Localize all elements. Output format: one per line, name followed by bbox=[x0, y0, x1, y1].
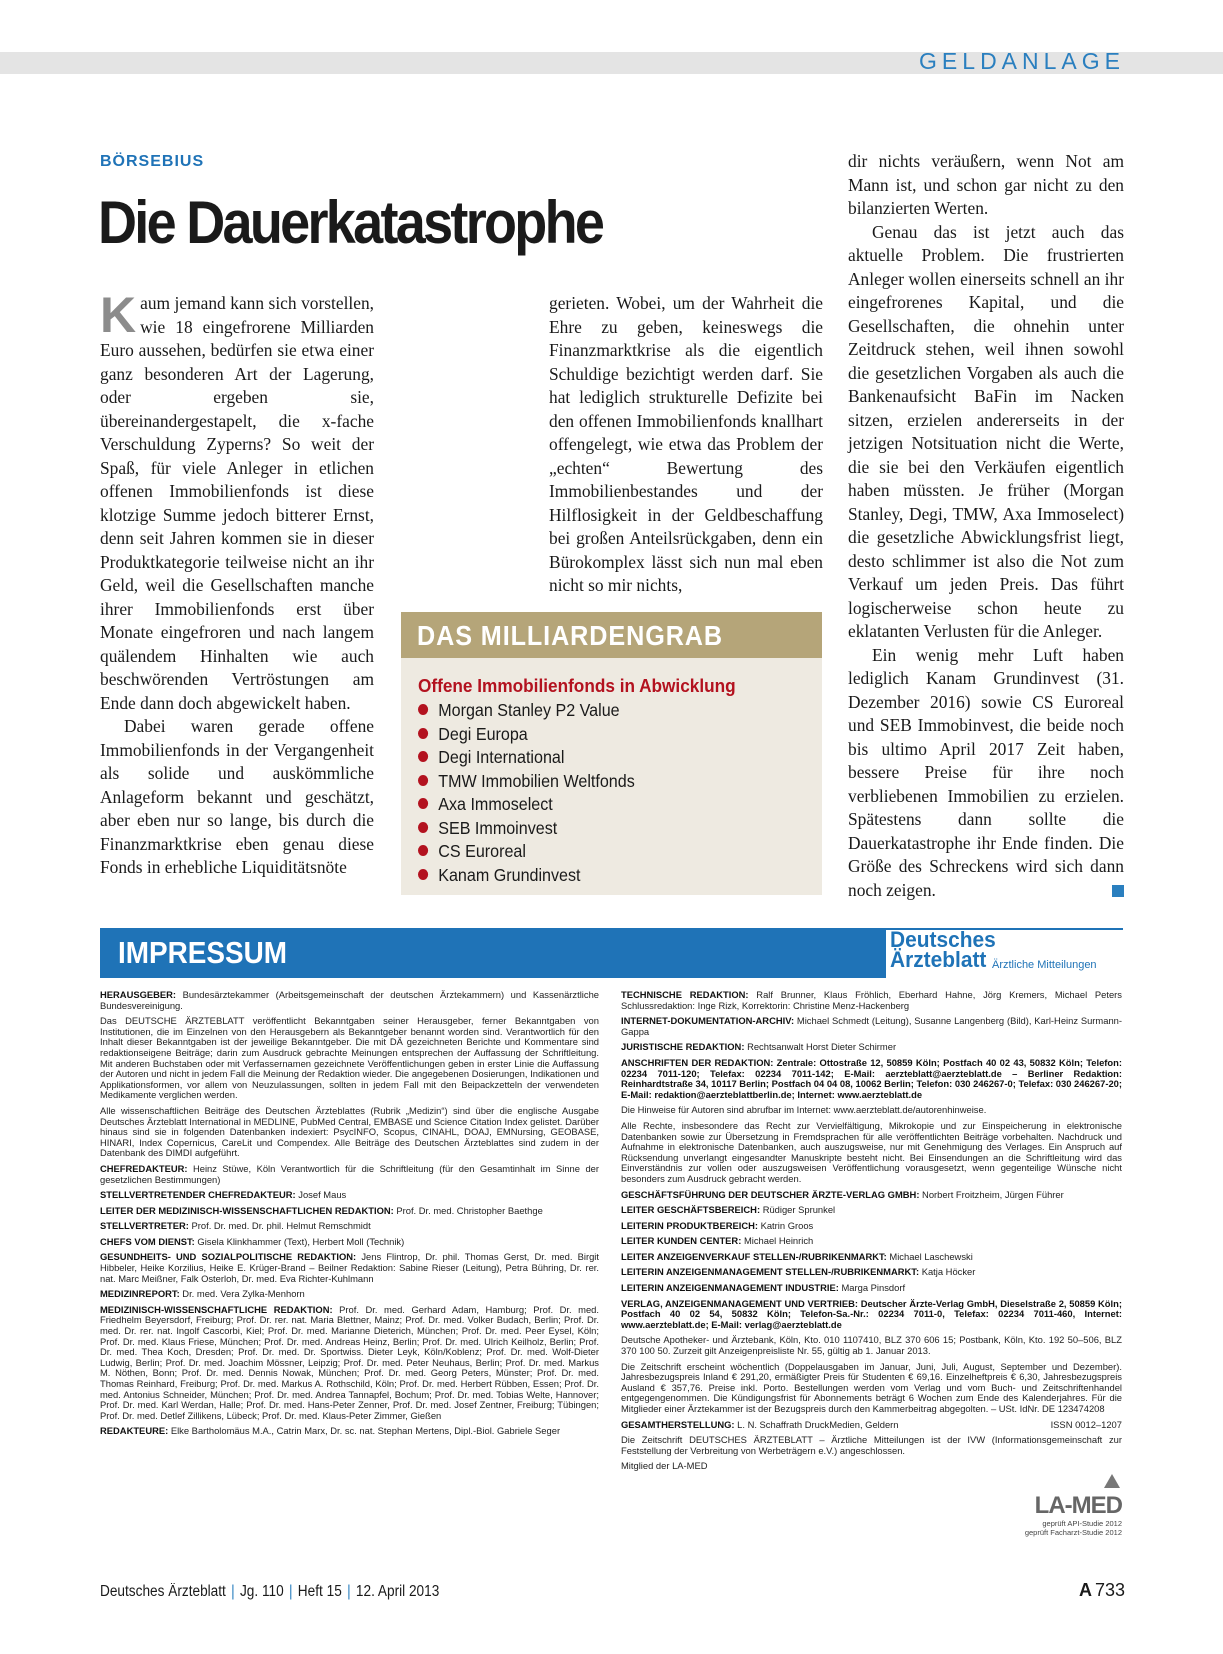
lamed-note: geprüft Facharzt-Studie 2012 bbox=[1024, 1527, 1122, 1537]
footer-separator: | bbox=[231, 1583, 235, 1600]
impressum-entry bbox=[621, 1221, 1122, 1232]
list-item: CS Euroreal bbox=[418, 840, 790, 864]
impressum-entry bbox=[621, 1236, 1122, 1247]
impressum-entry bbox=[621, 1252, 1122, 1263]
impressum-label: ANSCHRIFTEN DER REDAKTION: Zentrale: Ottostraße 12, 50859 Köln; Postfach 40 02 43, 50832 Köln; Telefon: 02234 7011-120; Telefax: 02234 7011-142; E-Mail: aerzteblatt@aerzteblatt.de – Berliner Redaktion: Reinhardtstraße 34, 10117 Berlin; Postfach 04 04 08, 10062 Berlin; Telefon: 030 246267-0; Telefax: 030 246267-20; E-Mail: redaktion@aerzteblattberlin.de; Internet: www.aerzteblatt.de bbox=[621, 1056, 1122, 1100]
impressum-text: Marga Pinsdorf bbox=[841, 1282, 906, 1294]
footer-volume: Jg. 110 bbox=[239, 1583, 284, 1600]
impressum-entry bbox=[100, 990, 599, 1011]
impressum-text: Rüdiger Sprunkel bbox=[762, 1204, 836, 1216]
impressum-label: LEITER GESCHÄFTSBEREICH: bbox=[621, 1204, 761, 1216]
list-item: Axa Immoselect bbox=[418, 793, 790, 817]
footer-separator: | bbox=[288, 1583, 293, 1600]
impressum-entry bbox=[100, 1289, 599, 1300]
info-box-subtitle: Offene Immobilienfonds in Abwicklung bbox=[418, 675, 736, 696]
bullet-icon bbox=[418, 751, 428, 762]
impressum-entry bbox=[621, 1205, 1122, 1216]
impressum-text: Deutsche Apotheker- und Ärztebank, Köln, Kto. 010 1107410, BLZ 370 606 15; Postbank, Köln, Kto. 192 50–506, BLZ 370 100 50. Zurzeit gilt Anzeigenpreisliste Nr. 55, gültig ab 1. Januar 2013. bbox=[621, 1334, 1122, 1357]
footer-date: 12. April 2013 bbox=[355, 1583, 440, 1600]
impressum-text: Dr. med. Vera Zylka-Menhorn bbox=[182, 1288, 305, 1300]
impressum-entry bbox=[100, 1206, 599, 1217]
impressum-entry bbox=[621, 1058, 1122, 1100]
impressum-text: Michael Laschewski bbox=[889, 1250, 973, 1262]
impressum-entry bbox=[621, 1105, 1122, 1116]
list-item: Morgan Stanley P2 Value bbox=[418, 699, 790, 723]
dropcap: K bbox=[100, 287, 137, 343]
logo-line-3: Ärztliche Mitteilungen bbox=[992, 959, 1097, 971]
impressum-entry bbox=[621, 1299, 1122, 1331]
impressum-text: Katrin Groos bbox=[760, 1219, 814, 1231]
bullet-icon bbox=[418, 728, 428, 739]
end-mark-icon bbox=[1112, 885, 1124, 897]
warning-triangle-icon bbox=[1104, 1474, 1120, 1488]
article-paragraph: Dabei waren gerade offene Immobilienfonds in der Vergangenheit als solide und auskömmliche Anlageform bekannt und geschätzt, aber eben nur so lange, bis durch die Finanzmarktkrise eben genau diese Fonds in erhebliche Liquiditätsnöte bbox=[100, 716, 374, 877]
bullet-icon bbox=[418, 822, 428, 833]
journal-logo bbox=[882, 927, 1123, 978]
impressum-label: JURISTISCHE REDAKTION: bbox=[621, 1041, 745, 1053]
impressum-label: VERLAG, ANZEIGENMANAGEMENT UND VERTRIEB: Deutscher Ärzte-Verlag GmbH, Dieselstraße 2, 50859 Köln; Postfach 40 02 54, 50832 Köln; Telefon-Sa.-Nr.: 02234 7011-0, Telefax: 02234 7011-460, Internet: www.aerzteblatt.de; E-Mail: verlag@aerzteblatt.de bbox=[621, 1297, 1122, 1330]
impressum-text: Gisela Klinkhammer (Text), Herbert Moll (Technik) bbox=[197, 1235, 405, 1247]
section-label: GELDANLAGE bbox=[919, 48, 1125, 74]
impressum-entry bbox=[621, 1121, 1122, 1185]
headline: Die Dauerkatastrophe bbox=[98, 189, 603, 256]
impressum-entry bbox=[621, 1362, 1122, 1415]
footer-journal: Deutsches Ärzteblatt bbox=[100, 1583, 226, 1600]
impressum-label: HERAUSGEBER: bbox=[100, 989, 177, 1000]
impressum-label: GESAMTHERSTELLUNG: bbox=[621, 1418, 735, 1430]
page-prefix: A bbox=[1078, 1580, 1092, 1600]
impressum-text: Norbert Froitzheim, Jürgen Führer bbox=[922, 1188, 1064, 1200]
impressum-label: MEDIZINREPORT: bbox=[100, 1288, 180, 1300]
impressum-entry bbox=[621, 990, 1122, 1011]
impressum-text: Die Zeitschrift erscheint wöchentlich (Doppelausgaben im Januar, Juni, Juli, August, September und Dezember). Jahresbezugspreis Inland € 291,20, ermäßigter Preis für Studenten € 69,16. Einzelheftpreis € 6,30, Jahresbezugspreis Ausland € 357,76. Preise inkl. Porto. Bestellungen werden vom Verlag und vom Buch- und Zeitschriftenhandel entgegengenommen. Die Kündigungsfrist für Abonnements beträgt 6 Wochen zum Ende des Kalenderjahres. Für die Mitglieder einer Ärztekammer ist der Bezugspreis durch den Kammerbeitrag abgegolten. – USt. IdNr. DE 123474208 bbox=[621, 1360, 1122, 1414]
impressum-label: LEITER DER MEDIZINISCH-WISSENSCHAFTLICHEN REDAKTION: bbox=[100, 1204, 394, 1216]
lamed-logo: LA-MED bbox=[1034, 1492, 1122, 1519]
lamed-badge bbox=[1010, 1492, 1122, 1537]
impressum-text: Rechtsanwalt Horst Dieter Schirmer bbox=[747, 1041, 897, 1053]
impressum-entry bbox=[621, 1267, 1122, 1278]
impressum-label: STELLVERTRETENDER CHEFREDAKTEUR: bbox=[100, 1189, 296, 1201]
impressum-label: LEITER KUNDEN CENTER: bbox=[621, 1235, 742, 1247]
page-footer bbox=[100, 1583, 439, 1601]
article-column-2 bbox=[549, 292, 823, 598]
impressum-header bbox=[100, 928, 1123, 978]
impressum-text: Prof. Dr. med. Christopher Baethge bbox=[396, 1204, 543, 1216]
bullet-icon bbox=[418, 845, 428, 856]
impressum-column-1 bbox=[100, 990, 599, 1442]
impressum-label: GESCHÄFTSFÜHRUNG DER DEUTSCHER ÄRZTE-VERLAG GMBH: bbox=[621, 1188, 920, 1200]
impressum-text: Alle wissenschaftlichen Beiträge des Deutschen Ärzteblattes (Rubrik „Medizin“) sind über die englische Ausgabe Deutsches Ärzteblatt International in MEDLINE, PubMed Central, EMBASE und Science Citation Index gelistet. Darüber hinaus sind sie in folgenden Datenbanken indexiert: PsycINFO, Scopus, CINAHL, DOAJ, EMNursing, GEOBASE, HINARI, Index Copernicus, CareLit und Compendex. Alle Beiträge des Deutschen Ärzteblattes sind zudem in der Datenbank des DIMDI aufgeführt. bbox=[100, 1104, 599, 1159]
info-box-header bbox=[401, 612, 822, 658]
impressum-entry bbox=[621, 1190, 1122, 1201]
impressum-label: MEDIZINISCH-WISSENSCHAFTLICHE REDAKTION: bbox=[100, 1303, 333, 1315]
impressum-entry bbox=[100, 1305, 599, 1422]
bullet-icon bbox=[418, 775, 428, 786]
page-number: A 733 bbox=[1078, 1580, 1125, 1600]
impressum-entry bbox=[100, 1164, 599, 1185]
article-column-3 bbox=[848, 150, 1124, 902]
bullet-icon bbox=[418, 869, 428, 880]
impressum-text: Katja Höcker bbox=[921, 1266, 976, 1278]
impressum-entry bbox=[100, 1106, 599, 1159]
impressum-text: Alle Rechte, insbesondere das Recht zur Vervielfältigung, Mikrokopie und zur Einspeicherung in elektronische Datenbanken sowie zur Übersetzung in Fremdsprachen für alle veröffentlichten Beiträge vorbehalten. Nachdruck und Aufnahme in elektronische Datenbanken, auch auszugsweise, nur mit Genehmigung des Verlages. Ein Anspruch auf Rücksendung unverlangt eingesandter Manuskripte besteht nicht. Bei Einsendungen an die Schriftleitung wird das Einverständnis zur vollen oder auszugsweisen Veröffentlichung vorausgesetzt, wenn gegenteilige Wünsche nicht besonders zum Ausdruck gebracht werden. bbox=[621, 1119, 1122, 1184]
bullet-icon bbox=[418, 798, 428, 809]
impressum-label: LEITERIN ANZEIGENMANAGEMENT STELLEN-/RUBRIKENMARKT: bbox=[621, 1266, 920, 1278]
impressum-label: INTERNET-DOKUMENTATION-ARCHIV: bbox=[621, 1015, 795, 1027]
impressum-text: L. N. Schaffrath DruckMedien, Geldern bbox=[737, 1418, 899, 1430]
impressum-label: TECHNISCHE REDAKTION: bbox=[621, 989, 749, 1000]
rubric: BÖRSEBIUS bbox=[100, 153, 205, 170]
info-box bbox=[401, 612, 822, 895]
impressum-entry bbox=[100, 1426, 599, 1437]
impressum-label: LEITERIN ANZEIGENMANAGEMENT INDUSTRIE: bbox=[621, 1282, 839, 1294]
impressum-text: Ralf Brunner, Klaus Fröhlich, Eberhard Hahne, Jörg Kremers, Michael Peters Schlussredaktion: Inge Rizk, Korrektorin: Christine Menz-Hackenberg bbox=[621, 989, 1122, 1011]
bullet-icon bbox=[418, 704, 428, 715]
list-item: TMW Immobilien Weltfonds bbox=[418, 770, 790, 794]
impressum-entry bbox=[100, 1252, 599, 1284]
impressum-entry bbox=[100, 1016, 599, 1101]
logo-line-1: Deutsches bbox=[890, 927, 996, 952]
article-column-1 bbox=[100, 287, 374, 880]
article-paragraph: aum jemand kann sich vorstellen, wie 18 eingefrorene Milliarden Euro aussehen, bedürfen sie etwa einer ganz besonderen Art der Lagerung, oder ergeben sie, übereinandergestapelt, die x-fache Verschuldung Zyperns? So weit der Spaß, für viele Anleger in etlichen offenen Immobilienfonds ist diese klotzige Summe jedoch bitterer Ernst, denn seit Jahren kommen sie in dieser Produktkategorie teilweise nicht an ihr Geld, weil die Gesellschaften manche ihrer Immobilienfonds erst über Monate eingefroren und nach langem quälendem Hinhalten wie auch beschwörenden Vertröstungen am Ende dann doch abgewickelt haben. bbox=[100, 293, 374, 713]
logo-line-2: Ärzteblatt bbox=[890, 947, 987, 972]
impressum-column-2 bbox=[621, 990, 1122, 1477]
impressum-label: CHEFS VOM DIENST: bbox=[100, 1235, 195, 1247]
impressum-text: Prof. Dr. med. Dr. phil. Helmut Remschmidt bbox=[191, 1220, 371, 1232]
impressum-text: Elke Bartholomäus M.A., Catrin Marx, Dr. sc. nat. Stephan Mertens, Dipl.-Biol. Gabriele Seger bbox=[170, 1425, 561, 1437]
list-item: SEB Immoinvest bbox=[418, 817, 790, 841]
impressum-entry bbox=[621, 1435, 1122, 1456]
info-box-title: DAS MILLIARDENGRAB bbox=[417, 620, 723, 651]
issn: ISSN 0012–1207 bbox=[1050, 1418, 1122, 1430]
lamed-note: geprüft API-Studie 2012 bbox=[1042, 1519, 1122, 1528]
impressum-label: LEITER ANZEIGENVERKAUF STELLEN-/RUBRIKENMARKT: bbox=[621, 1250, 887, 1262]
fund-list bbox=[418, 699, 822, 887]
impressum-entry bbox=[621, 1335, 1122, 1356]
article-paragraph: Genau das ist jetzt auch das aktuelle Problem. Die frustrierten Anleger wollen einerseits schnell an ihr eingefrorenes Kapital, und die Gesellschaften, die ohnehin unter Zeitdruck stehen, weil ihnen sowohl die gesetzlichen Vorgaben als auch die Bankenaufsicht BaFin im Nacken sitzen, erzielen andererseits in der jetzigen Notsituation nicht die Werte, die sie bei den Verkäufen eigentlich haben müssten. Je früher (Morgan Stanley, Degi, TMW, Axa Immoselect) die gesetzliche Abwicklungsfrist liegt, desto schlimmer ist also die Not zum Verkauf um jeden Preis. Das führt logischerweise schon heute zu eklatanten Verlusten für die Anleger. bbox=[848, 221, 1124, 641]
impressum-label: REDAKTEURE: bbox=[100, 1425, 169, 1437]
impressum-label: STELLVERTRETER: bbox=[100, 1220, 189, 1232]
impressum-text: Mitglied der LA-MED bbox=[621, 1460, 708, 1472]
impressum-text: Heinz Stüwe, Köln Verantwortlich für die Schriftleitung (für den Gesamtinhalt im Sinne der gesetzlichen Bestimmungen) bbox=[100, 1162, 599, 1185]
impressum-entry bbox=[621, 1283, 1122, 1294]
impressum-text: Jens Flintrop, Dr. phil. Thomas Gerst, Dr. med. Birgit Hibbeler, Heike Korzilius, Heike E. Krüger-Brand – Beilner Redaktion: Sabine Rieser (Leitung), Petra Bühring, Dr. rer. nat. Marc Meißner, Falk Osterloh, Dr. med. Eva Richter-Kuhlmann bbox=[100, 1251, 599, 1284]
impressum-title: IMPRESSUM bbox=[118, 935, 287, 970]
article-paragraph: Ein wenig mehr Luft haben lediglich Kanam Grundinvest (31. Dezember 2016) sowie CS Euroreal und SEB Immobinvest, die beide noch bis ultimo April 2017 Zeit haben, bessere Preise für ihre noch verbliebenen Immobilien zu erzielen. Spätestens dann sollte die Dauerkatastrophe ihr Ende finden. Die Größe des Schreckens wird sich dann noch zeigen. bbox=[848, 644, 1124, 900]
impressum-text: Prof. Dr. med. Gerhard Adam, Hamburg; Prof. Dr. med. Friedhelm Beyersdorf, Freiburg; Prof. Dr. rer. nat. Maria Blettner, Mainz; Prof. Dr. med. Volker Budach, Berlin; Prof. Dr. med. Dr. rer. nat. Ingolf Cascorbi, Kiel; Prof. Dr. med. Marianne Dieterich, München; Prof. Dr. med. Peer Eysel, Köln; Prof. Dr. med. Klaus Friese, München; Prof. Dr. med. Andreas Heinz, Berlin; Prof. Dr. med. Ulrich Keilholz, Berlin; Prof. Dr. med. Thea Koch, Dresden; Prof. Dr. med. Dr. Sportwiss. Dieter Leyk, Köln/Koblenz; Prof. Dr. med. Wolf-Dieter Ludwig, Berlin; Prof. Dr. med. Joachim Mössner, Leipzig; Prof. Dr. med. Peter Neuhaus, Berlin; Prof. Dr. med. Markus M. Nöthen, Bonn; Prof. Dr. med. Dennis Nowak, München; Prof. Dr. med. Georg Peters, Münster; Prof. Dr. med. Thomas Reinhard, Freiburg; Prof. Dr. med. Markus A. Rothschild, Köln; Prof. Dr. med. Herbert Rübben, Essen; Prof. Dr. med. Antonius Schneider, München; Prof. Dr. med. Andrea Tannapfel, Bochum; Prof. Dr. med. Tobias Welte, Hannover; Prof. Dr. med. Karl Werdan, Halle; Prof. Dr. med. Hans-Peter Zenner, Prof. Dr. med. Josef Zentner, Freiburg; Tübingen; Prof. Dr. med. Detlef Zillikens, Lübeck; Prof. Dr. med. Klaus-Peter Zimmer, Gießen bbox=[100, 1303, 599, 1421]
impressum-text: Michael Heinrich bbox=[743, 1235, 814, 1247]
impressum-entry bbox=[621, 1042, 1122, 1053]
impressum-text: Die Zeitschrift DEUTSCHES ÄRZTEBLATT – Ärztliche Mitteilungen ist der IVW (Informationsgemeinschaft zur Feststellung der Verbreitung von Werbeträgern e.V.) angeschlossen. bbox=[621, 1434, 1122, 1456]
impressum-entry bbox=[100, 1221, 599, 1232]
footer-separator: | bbox=[347, 1583, 351, 1600]
impressum-label: CHEFREDAKTEUR: bbox=[100, 1162, 188, 1174]
article-paragraph: dir nichts veräußern, wenn Not am Mann ist, und schon gar nicht zu den bilanzierten Werten. bbox=[848, 151, 1124, 218]
impressum-entry bbox=[100, 1237, 599, 1248]
impressum-entry bbox=[621, 1461, 1122, 1472]
list-item: Degi Europa bbox=[418, 723, 790, 747]
article-paragraph: gerieten. Wobei, um der Wahrheit die Ehre zu geben, keineswegs die Finanzmarktkrise als die eigentlich Schuldige bezichtigt werden darf. Sie hat lediglich strukturelle Defizite bei den offenen Immobilienfonds knallhart offengelegt, wie etwa das Problem der „echten“ Bewertung des Immobilienbestandes und der Hilflosigkeit in der Geldbeschaffung bei großen Anteilsrückgaben, denn ein Bürokomplex lässt sich nun mal eben nicht so mir nichts, bbox=[549, 293, 823, 595]
impressum-label: GESUNDHEITS- UND SOZIALPOLITISCHE REDAKTION: bbox=[100, 1251, 357, 1263]
impressum-text: Die Hinweise für Autoren sind abrufbar im Internet: www.aerzteblatt.de/autorenhinweise. bbox=[621, 1104, 987, 1116]
impressum-entry bbox=[621, 1016, 1122, 1037]
footer-issue: Heft 15 bbox=[297, 1583, 342, 1600]
list-item: Kanam Grundinvest bbox=[418, 864, 790, 888]
impressum-text: Das DEUTSCHE ÄRZTEBLATT veröffentlicht Bekanntgaben seiner Herausgeber, ferner Bekanntgaben von Institutionen, die im Einzelnen von den Herausgebern als Bekanntgeber benannt worden sind. Verantwortlich für den Inhalt dieser Bekanntgaben ist der jeweilige Bekanntgeber. Die mit DÄ gezeichneten Berichte und Kommentare sind redaktionseigene Beiträge; darin zum Ausdruck gebrachte Meinungen entsprechen der Auffassung der Schriftleitung. Mit anderen Buchstaben oder mit Verfassernamen gezeichnete Veröffentlichungen geben in erster Linie die Auffassung der Autoren und nicht in jedem Fall die Meinung der Redaktion wieder. Die angegebenen Dosierungen, Indikationen und Applikationsformen, vor allem von Neuzulassungen, sollten in jedem Fall mit den Beipackzetteln der verwendeten Medikamente verglichen werden. bbox=[100, 1015, 599, 1101]
list-item: Degi International bbox=[418, 746, 790, 770]
impressum-entry bbox=[621, 1420, 1122, 1431]
impressum-label: LEITERIN PRODUKTBEREICH: bbox=[621, 1219, 758, 1231]
impressum-entry bbox=[100, 1190, 599, 1201]
impressum-text: Michael Schmedt (Leitung), Susanne Langenberg (Bild), Karl-Heinz Surmann-Gappa bbox=[621, 1015, 1122, 1037]
impressum-text: Bundesärztekammer (Arbeitsgemeinschaft der deutschen Ärztekammern) und Kassenärztliche Bundesvereinigung. bbox=[100, 989, 600, 1011]
impressum-text: Josef Maus bbox=[298, 1189, 347, 1201]
